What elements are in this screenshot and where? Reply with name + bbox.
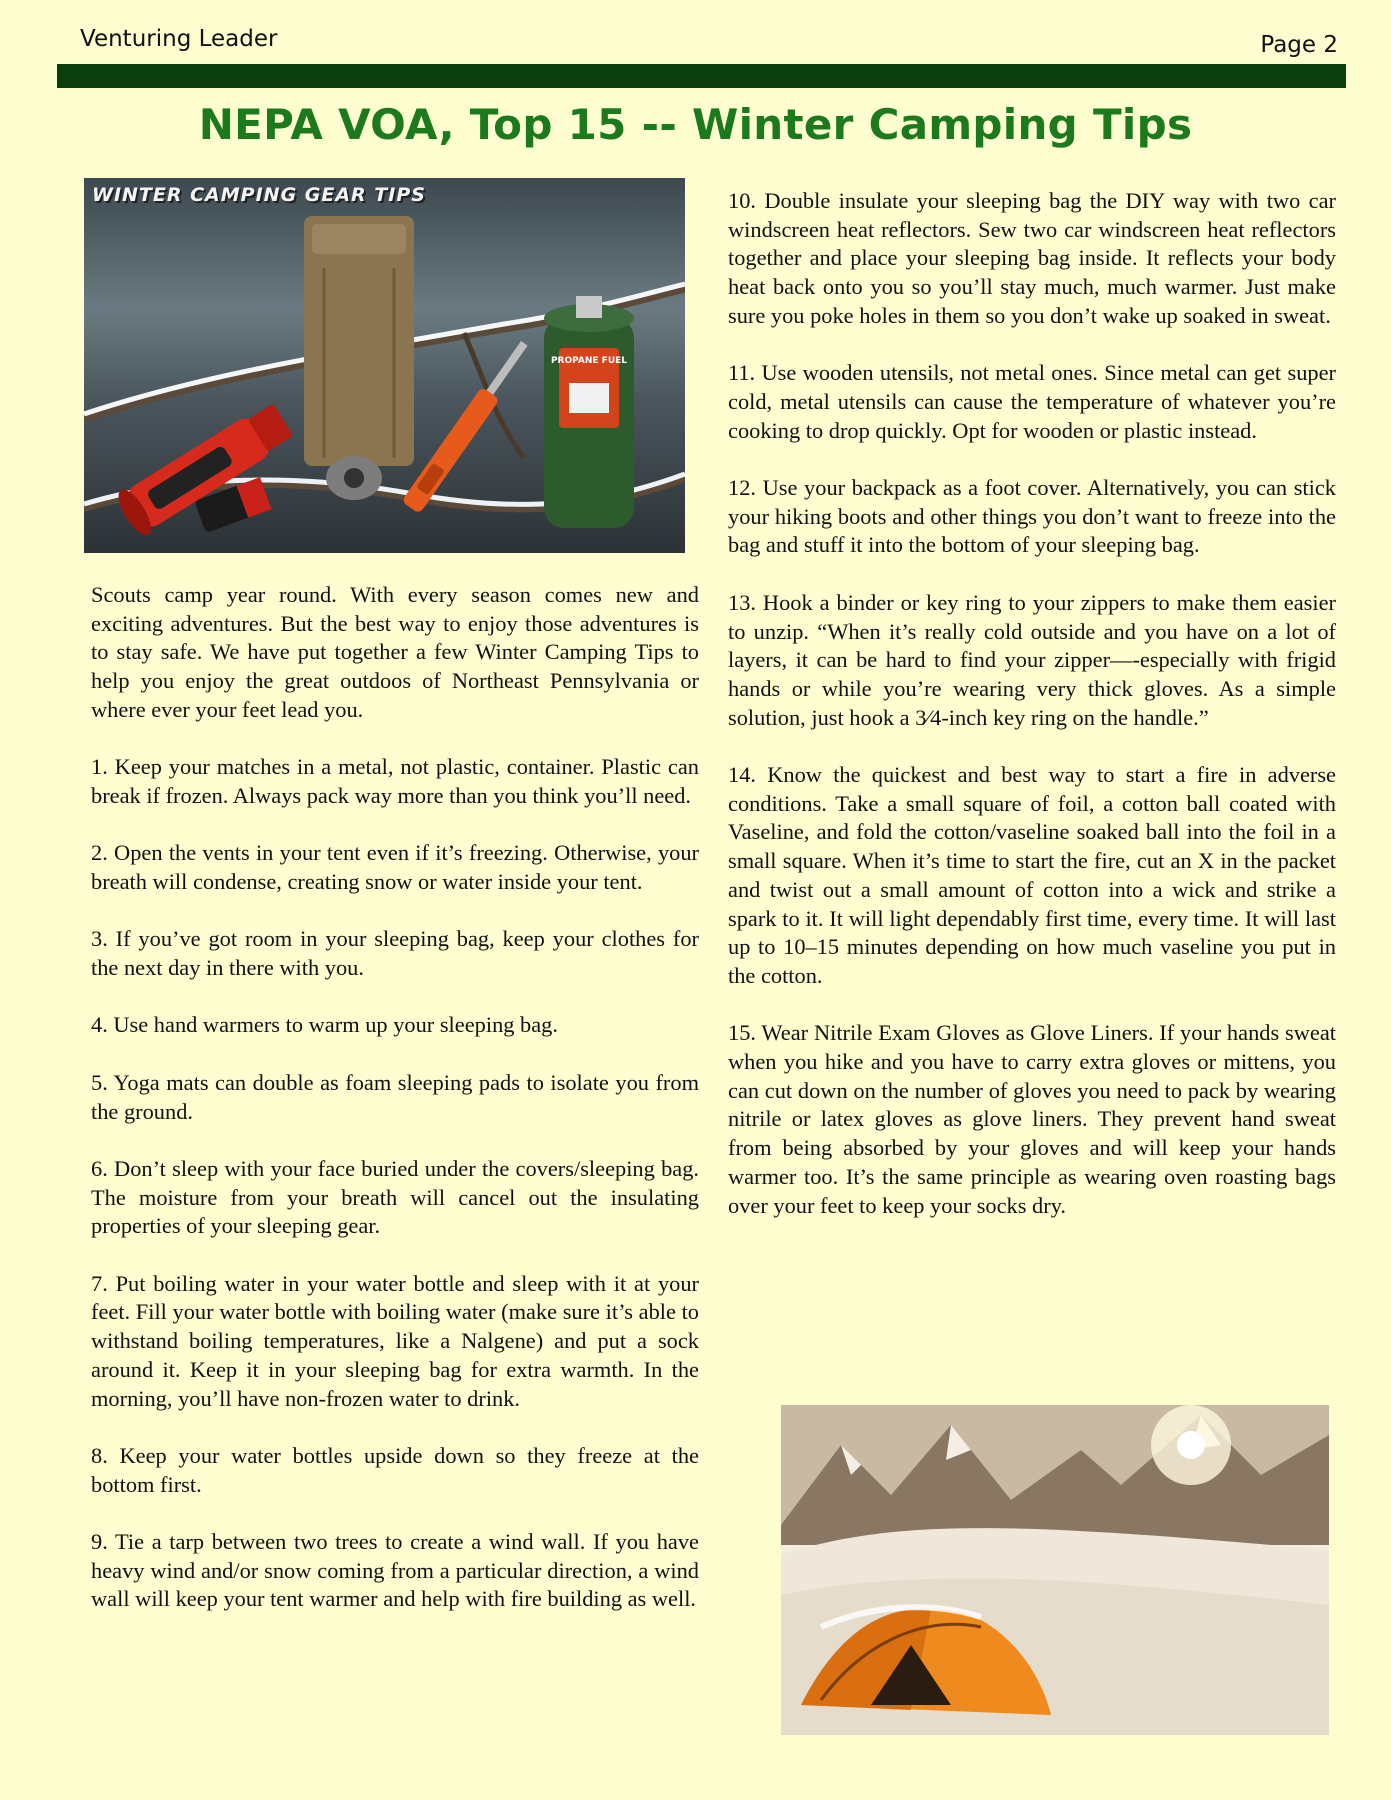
propane-label: PROPANE FUEL	[550, 356, 628, 366]
tent-illustration	[781, 1405, 1329, 1735]
tip-1: 1. Keep your matches in a metal, not plastic, container. Plastic can break if frozen. Always pack way more than you think you’ll need.	[91, 754, 699, 808]
intro-paragraph: Scouts camp year round. With every season comes new and exciting adventures. But the best way to enjoy those adventures is to stay safe. We have put together a few Winter Camping Tips to help you enjoy the great outdoos of Northeast Pennsylvania or where ever your feet lead you.	[91, 582, 699, 722]
tip-15: 15. Wear Nitrile Exam Gloves as Glove Liners. If your hands sweat when you hike and you have to carry extra gloves or mittens, you can cut down on the number of gloves you need to pack by wearing nitrile or latex gloves as glove liners. They prevent hand sweat from being absorbed by your gloves and will keep your hands warmer too. It’s the same principle as wearing oven roasting bags over your feet to keep your socks dry.	[728, 1020, 1336, 1218]
publication-name: Venturing Leader	[80, 26, 278, 52]
winter-gear-image	[84, 178, 685, 553]
tip-6: 6. Don’t sleep with your face buried under the covers/sleeping bag. The moisture from your breath will cancel out the insulating properties of your sleeping gear.	[91, 1155, 699, 1239]
tip-12: 12. Use your backpack as a foot cover. Alternatively, you can stick your hiking boots and other things you don’t want to freeze into the bag and stuff it into the bottom of your sleeping bag.	[728, 475, 1336, 558]
page-number: Page 2	[1260, 32, 1338, 58]
tip-3: 3. If you’ve got room in your sleeping bag, keep your clothes for the next day in there with you.	[91, 926, 699, 981]
tip-14: 14. Know the quickest and best way to start a fire in adverse conditions. Take a small square of foil, a cotton ball coated with Vaseline, and fold the cotton/vaseline soaked ball into the foil in a small square. When it’s time to start the fire, cut an X in the packet and twist out a small amount of cotton into a wick and strike a spark to it. It will light dependably first time, every time. It will last up to 10–15 minutes depending on how much vaseline you put in the cotton.	[728, 762, 1336, 988]
gear-illustration	[84, 178, 685, 553]
tip-7: 7. Put boiling water in your water bottle and sleep with it at your feet. Fill your water bottle with boiling water (make sure it’s able to withstand boiling temperatures, like a Nalgene) and put a sock around it. Keep it in your sleeping bag for extra warmth. In the morning, you’ll have non-frozen water to drink.	[91, 1270, 699, 1411]
right-column	[728, 187, 1336, 1249]
tip-11: 11. Use wooden utensils, not metal ones. Since metal can get super cold, metal utensils can cause the temperature of whatever you’re cooking to drop quickly. Opt for wooden or plastic instead.	[728, 360, 1336, 443]
tip-10: 10. Double insulate your sleeping bag the DIY way with two car windscreen heat reflectors. Sew two car windscreen heat reflectors together and place your sleeping bag inside. It reflects your body heat back onto you so you’ll stay much, much warmer. Just make sure you poke holes in them so you don’t wake up soaked in sweat.	[728, 188, 1336, 328]
header-rule	[57, 64, 1346, 88]
left-column	[91, 581, 699, 1643]
tip-8: 8. Keep your water bottles upside down so they freeze at the bottom first.	[91, 1442, 699, 1497]
tip-2: 2. Open the vents in your tent even if it’s freezing. Otherwise, your breath will condense, creating snow or water inside your tent.	[91, 840, 699, 894]
tip-9: 9. Tie a tarp between two trees to create a wind wall. If you have heavy wind and/or snow coming from a particular direction, a wind wall will keep your tent warmer and help with fire building as well.	[91, 1529, 699, 1612]
page-title: NEPA VOA, Top 15 -- Winter Camping Tips	[198, 100, 1193, 149]
tip-13: 13. Hook a binder or key ring to your zippers to make them easier to unzip. “When it’s really cold outside and you have on a lot of layers, it can be hard to find your zipper—-especially with frigid hands or while you’re wearing very thick gloves. As a simple solution, just hook a 3⁄4-inch key ring on the handle.”	[728, 589, 1336, 730]
tip-5: 5. Yoga mats can double as foam sleeping pads to isolate you from the ground.	[91, 1069, 699, 1124]
tip-4: 4. Use hand warmers to warm up your sleeping bag.	[91, 1012, 558, 1038]
gear-image-caption: WINTER CAMPING GEAR TIPS	[92, 184, 426, 206]
snow-tent-photo	[781, 1405, 1329, 1735]
